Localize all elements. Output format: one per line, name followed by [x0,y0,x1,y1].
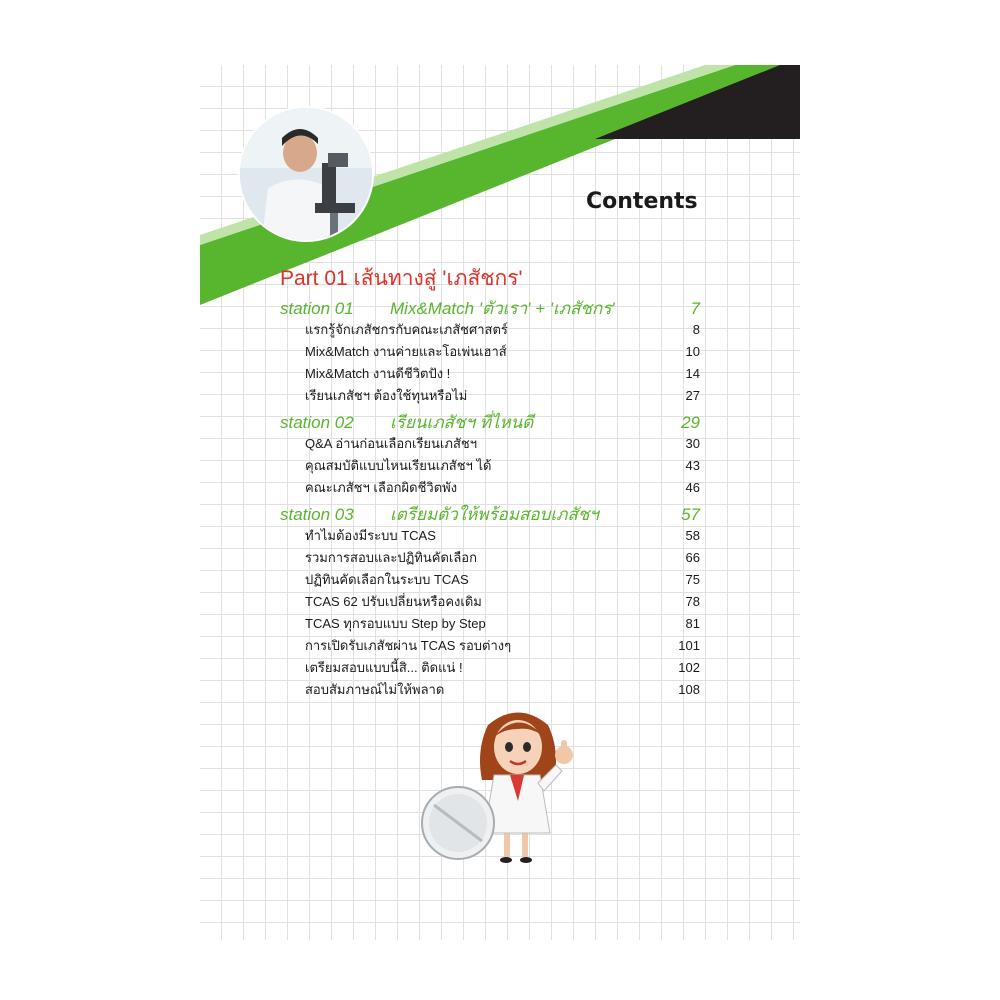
toc-entry [305,679,700,700]
station-page: 7 [690,299,700,318]
entry-page: 14 [685,366,700,381]
entry-title: ปฏิทินคัดเลือกในระบบ TCAS [305,572,469,587]
entry-title: Mix&Match งานดีชีวิตปัง ! [305,366,451,381]
toc-entry [305,455,700,476]
entry-title: เตรียมสอบแบบนี้สิ... ติดแน่ ! [305,660,463,675]
entry-title: Mix&Match งานค่ายและโอเพ่นเฮาส์ [305,344,507,359]
station-code: station 03 [280,505,354,524]
entry-title: คณะเภสัชฯ เลือกผิดชีวิตพัง [305,480,458,495]
entry-page: 81 [685,616,700,631]
entry-title: Q&A อ่านก่อนเลือกเรียนเภสัชฯ [305,436,477,451]
entry-page: 10 [685,344,700,359]
toc-entry [305,525,700,546]
entry-page: 101 [678,638,700,653]
station-code: station 01 [280,299,354,318]
entry-page: 58 [685,528,700,543]
toc-entry [305,613,700,634]
station-page: 57 [681,505,700,524]
station-title: Mix&Match 'ตัวเรา' + 'เภสัชกร' [390,299,615,318]
entry-page: 75 [685,572,700,587]
toc-entry [305,385,700,406]
scientist-photo [240,108,372,240]
toc-entry [305,363,700,384]
entry-title: การเปิดรับเภสัชผ่าน TCAS รอบต่างๆ [305,638,512,653]
station-page: 29 [681,413,700,432]
toc-entry [305,547,700,568]
entry-page: 108 [678,682,700,697]
entry-page: 102 [678,660,700,675]
station-title: เรียนเภสัชฯ ที่ไหนดี [390,413,534,432]
contents-page [200,65,800,940]
toc-entry [305,477,700,498]
station-title: เตรียมตัวให้พร้อมสอบเภสัชฯ [390,505,599,524]
entry-title: เรียนเภสัชฯ ต้องใช้ทุนหรือไม่ [305,388,468,403]
entry-title: แรกรู้จักเภสัชกรกับคณะเภสัชศาสตร์ [305,322,508,337]
entry-page: 46 [685,480,700,495]
pharmacist-mascot [418,705,588,870]
entry-page: 30 [685,436,700,451]
toc-entry [305,433,700,454]
entry-page: 78 [685,594,700,609]
toc-entry [305,591,700,612]
page-title: Contents [586,189,698,214]
toc-entry [305,657,700,678]
entry-title: คุณสมบัติแบบไหนเรียนเภสัชฯ ได้ [305,458,492,473]
part-heading: Part 01 เส้นทางสู่ 'เภสัชกร' [280,267,523,290]
entry-page: 66 [685,550,700,565]
entry-title: TCAS 62 ปรับเปลี่ยนหรือคงเดิม [305,594,482,609]
entry-title: สอบสัมภาษณ์ไม่ให้พลาด [305,682,445,697]
entry-page: 27 [685,388,700,403]
entry-page: 43 [685,458,700,473]
entry-title: รวมการสอบและปฏิทินคัดเลือก [305,550,477,565]
station-01-row [280,295,700,322]
toc-entry [305,319,700,340]
entry-title: TCAS ทุกรอบแบบ Step by Step [305,616,486,631]
toc-entry [305,569,700,590]
toc-entry [305,341,700,362]
station-03-row [280,501,700,528]
entry-page: 8 [692,322,700,337]
toc-entry [305,635,700,656]
entry-title: ทำไมต้องมีระบบ TCAS [305,528,436,543]
station-02-row [280,409,700,436]
station-code: station 02 [280,413,354,432]
